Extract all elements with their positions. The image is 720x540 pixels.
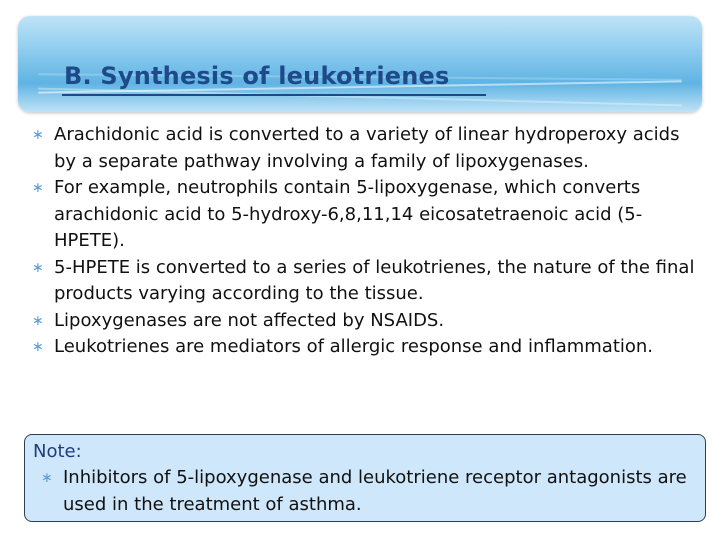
bullet-item xyxy=(32,334,702,361)
asterisk-bullet-icon: ∗ xyxy=(32,180,44,196)
bullet-item xyxy=(32,308,702,335)
bullet-text: Lipoxygenases are not affected by NSAIDS. xyxy=(54,309,445,331)
asterisk-bullet-icon: ∗ xyxy=(41,470,53,486)
bullet-text: Leukotrienes are mediators of allergic response and inflammation. xyxy=(54,336,654,357)
note-list xyxy=(33,465,697,518)
title-underline xyxy=(62,94,486,96)
note-text: Inhibitors of 5-lipoxygenase and leukotriene receptor antagonists are used in the treatment of asthma. xyxy=(63,467,687,515)
note-box xyxy=(24,434,706,522)
bullet-list xyxy=(32,122,702,361)
bullet-text: 5-HPETE is converted to a series of leukotrienes, the nature of the final products varying according to the tissue. xyxy=(54,256,695,304)
bullet-item xyxy=(32,122,702,175)
asterisk-bullet-icon: ∗ xyxy=(32,312,44,329)
asterisk-bullet-icon: ∗ xyxy=(32,339,44,355)
bullet-text: For example, neutrophils contain 5-lipoxygenase, which converts arachidonic acid to 5-hydroxy-6,8,11,14 eicosatetraenoic acid (5-HPETE). xyxy=(54,177,643,251)
banner-streak xyxy=(38,88,682,107)
bullet-item xyxy=(32,255,702,308)
title-banner xyxy=(18,16,702,112)
asterisk-bullet-icon: ∗ xyxy=(32,127,44,143)
note-heading: Note: xyxy=(33,441,82,462)
bullet-item xyxy=(32,175,702,255)
note-item xyxy=(33,465,697,518)
bullet-text: Arachidonic acid is converted to a variety of linear hydroperoxy acids by a separate pathway involving a family of lipoxygenases. xyxy=(54,124,680,172)
asterisk-bullet-icon: ∗ xyxy=(32,259,44,276)
slide-title: B. Synthesis of leukotrienes xyxy=(64,62,450,90)
